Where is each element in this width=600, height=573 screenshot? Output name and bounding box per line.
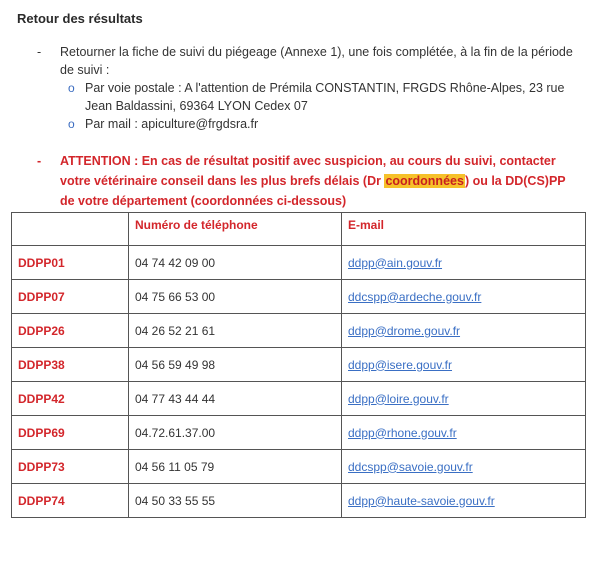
attention-paragraph — [37, 151, 582, 211]
table-row — [12, 450, 586, 484]
email-link[interactable]: ddpp@loire.gouv.fr — [342, 382, 586, 416]
phone-number: 04 26 52 21 61 — [129, 314, 342, 348]
department-code: DDPP73 — [12, 450, 129, 484]
table-header-row — [12, 213, 586, 246]
email-link[interactable]: ddpp@drome.gouv.fr — [342, 314, 586, 348]
circle-bullet-icon: o — [68, 81, 75, 95]
email-link[interactable]: ddpp@haute-savoie.gouv.fr — [342, 484, 586, 518]
dash-bullet: - — [37, 45, 42, 59]
email-link[interactable]: ddpp@rhone.gouv.fr — [342, 416, 586, 450]
department-code: DDPP42 — [12, 382, 129, 416]
phone-number: 04 77 43 44 44 — [129, 382, 342, 416]
return-instructions — [37, 43, 582, 133]
postal-address-text: Par voie postale : A l'attention de Prémila CONSTANTIN, FRGDS Rhône-Alpes, 23 rue Jean Baldassini, 69364 LYON Cedex 07 — [85, 81, 565, 113]
table-row — [12, 246, 586, 280]
phone-number: 04 56 59 49 98 — [129, 348, 342, 382]
phone-number: 04.72.61.37.00 — [129, 416, 342, 450]
attention-text-after: ) ou la DD(CS)PP de votre département (coordonnées ci-dessous) — [60, 174, 566, 208]
return-instructions-text: Retourner la fiche de suivi du piégeage (Annexe 1), une fois complétée, à la fin de la période de suivi : — [60, 45, 573, 77]
email-link[interactable]: ddpp@ain.gouv.fr — [342, 246, 586, 280]
table-row — [12, 484, 586, 518]
header-email: E-mail — [342, 213, 586, 246]
table-row — [12, 348, 586, 382]
department-code: DDPP69 — [12, 416, 129, 450]
attention-text-before: ATTENTION : En cas de résultat positif avec suspicion, au cours du suivi, contacter votre vétérinaire conseil dans les plus brefs délais (Dr — [60, 154, 556, 188]
list-item-postal — [68, 79, 582, 115]
dash-bullet: - — [37, 154, 42, 168]
department-code: DDPP01 — [12, 246, 129, 280]
email-link[interactable]: ddpp@isere.gouv.fr — [342, 348, 586, 382]
table-row — [12, 314, 586, 348]
table-row — [12, 280, 586, 314]
section-title: Retour des résultats — [17, 11, 143, 26]
list-item-mail — [68, 115, 582, 133]
phone-number: 04 74 42 09 00 — [129, 246, 342, 280]
phone-number: 04 56 11 05 79 — [129, 450, 342, 484]
department-code: DDPP74 — [12, 484, 129, 518]
table-row — [12, 416, 586, 450]
mail-address-text: Par mail : apiculture@frgdsra.fr — [85, 117, 259, 131]
email-link[interactable]: ddcspp@savoie.gouv.fr — [342, 450, 586, 484]
department-code: DDPP38 — [12, 348, 129, 382]
department-code: DDPP07 — [12, 280, 129, 314]
phone-number: 04 75 66 53 00 — [129, 280, 342, 314]
table-row — [12, 382, 586, 416]
email-link[interactable]: ddcspp@ardeche.gouv.fr — [342, 280, 586, 314]
circle-bullet-icon: o — [68, 117, 75, 131]
header-code — [12, 213, 129, 246]
phone-number: 04 50 33 55 55 — [129, 484, 342, 518]
header-phone: Numéro de téléphone — [129, 213, 342, 246]
highlighted-word: coordonnées — [385, 174, 464, 188]
department-code: DDPP26 — [12, 314, 129, 348]
contacts-table — [11, 212, 586, 518]
